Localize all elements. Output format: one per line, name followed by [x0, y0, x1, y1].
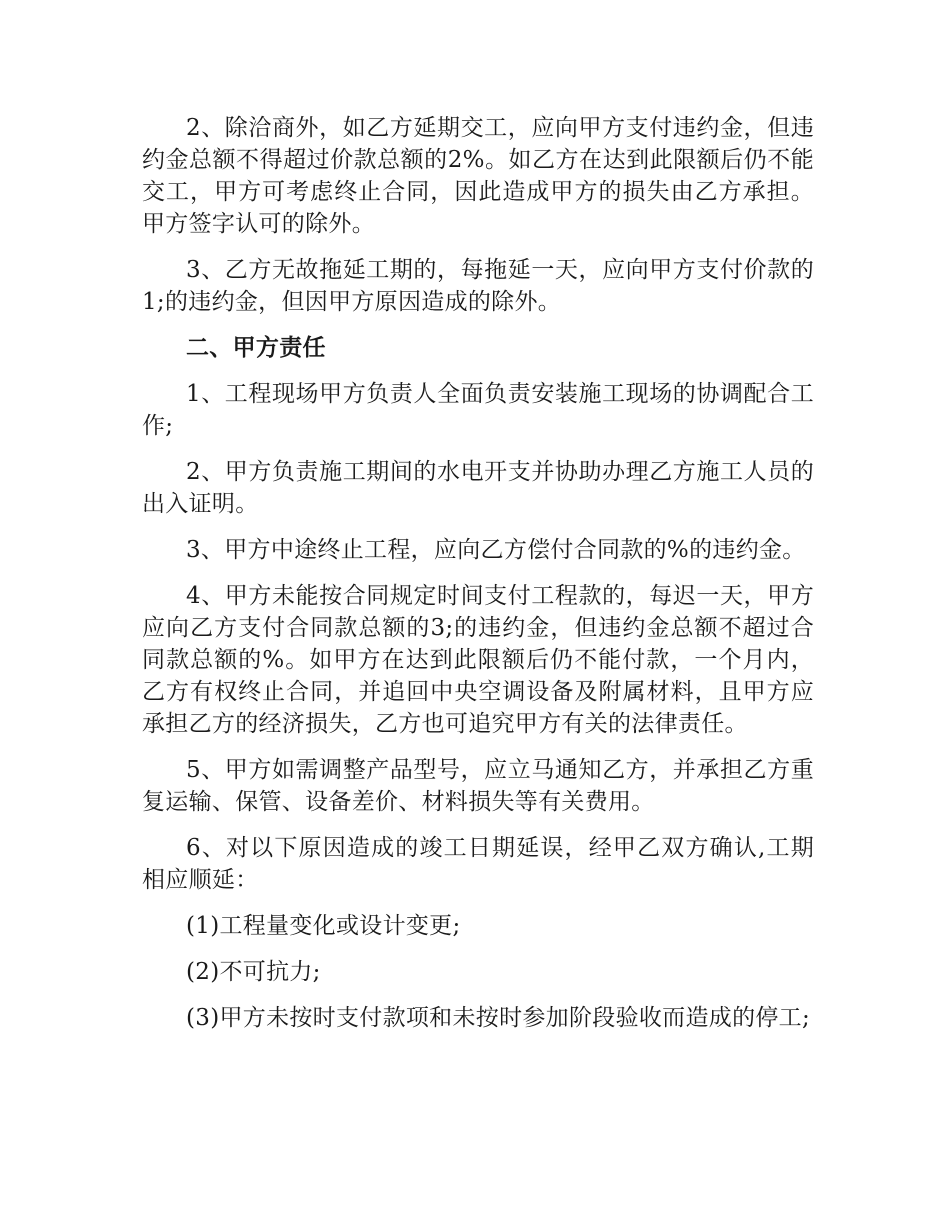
document-body [142, 112, 814, 1048]
section-heading-party-a: 二、甲方责任 [186, 334, 326, 361]
list-item-1: (1)工程量变化或设计变更; [186, 913, 461, 939]
list-item-2: (2)不可抗力; [186, 959, 321, 985]
paragraph-termination: 3、甲方中途终止工程，应向乙方偿付合同款的%的违约金。 [186, 537, 806, 563]
list-item-3: (3)甲方未按时支付款项和未按时参加阶段验收而造成的停工; [186, 1005, 811, 1031]
paragraph-site-coordination: 1、工程现场甲方负责人全面负责安装施工现场的协调配合工作; [142, 381, 814, 439]
paragraph-extension: 6、对以下原因造成的竣工日期延误，经甲乙双方确认,工期相应顺延： [142, 835, 814, 893]
paragraph-utilities: 2、甲方负责施工期间的水电开支并协助办理乙方施工人员的出入证明。 [142, 459, 814, 517]
paragraph-payment-delay: 4、甲方未能按合同规定时间支付工程款的，每迟一天，甲方应向乙方支付合同款总额的3;的违约金，但违约金总额不超过合同款总额的%。如甲方在达到此限额后仍不能付款，一个月内，乙方有权终止合同，并追回中央空调设备及附属材料，且甲方应承担乙方的经济损失，乙方也可追究甲方有关的法律责任。 [142, 583, 814, 737]
paragraph-delay-penalty: 2、除洽商外，如乙方延期交工，应向甲方支付违约金，但违约金总额不得超过价款总额的2%。如乙方在达到此限额后仍不能交工，甲方可考虑终止合同，因此造成甲方的损失由乙方承担。甲方签字认可的除外。 [142, 115, 814, 237]
paragraph-model-change: 5、甲方如需调整产品型号，应立马通知乙方，并承担乙方重复运输、保管、设备差价、材料损失等有关费用。 [142, 757, 814, 815]
paragraph-schedule-delay: 3、乙方无故拖延工期的，每拖延一天，应向甲方支付价款的1;的违约金，但因甲方原因造成的除外。 [142, 257, 814, 315]
